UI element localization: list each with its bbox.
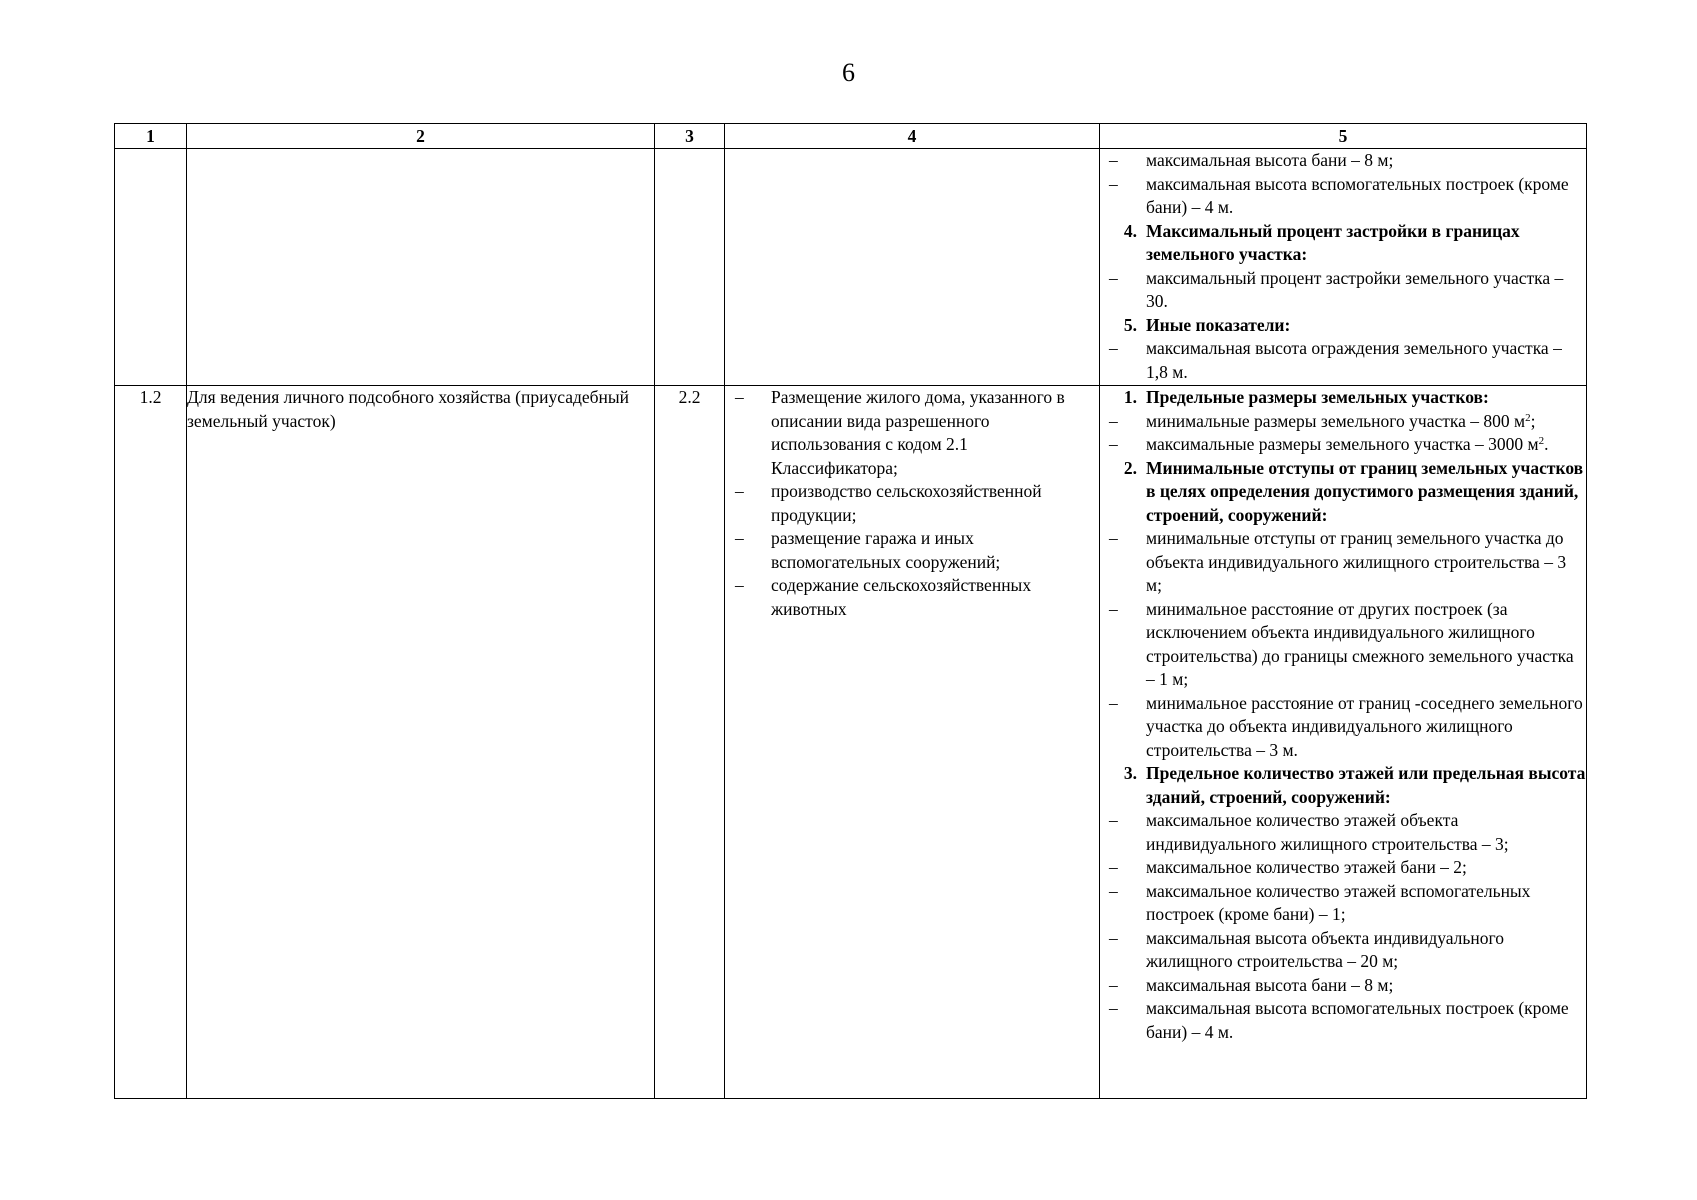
row2-code: 2.2 [655,386,725,1099]
row2-description [725,386,1100,1099]
row1-col2 [187,149,655,386]
list-item [1100,410,1586,434]
regulations-table [114,123,1587,1099]
list-item [1100,149,1586,173]
list-item-text: максимальное количество этажей бани – 2; [1146,857,1467,877]
section-heading [1100,220,1586,267]
bullet-dash: – [1109,857,1118,877]
section-heading-text: Минимальные отступы от границ земельных участков в целях определения допустимого размещения зданий, строений, сооружений: [1146,457,1584,525]
section-heading-text: Предельные размеры земельных участков: [1146,387,1489,407]
list-item [1100,974,1586,998]
bullet-dash: – [1109,810,1118,830]
list-item-text: максимальная высота бани – 8 м; [1146,974,1394,995]
bullet-dash: – [1109,267,1118,288]
section-heading [1100,457,1586,528]
section-number: 2. [1123,457,1137,478]
row2-land-use-name: Для ведения личного подсобного хозяйства (приусадебный земельный участок) [187,386,655,1099]
header-col-5: 5 [1100,124,1587,149]
bullet-dash: – [735,387,744,407]
list-item [1100,267,1586,314]
list-item-text: максимальное количество этажей вспомогательных построек (кроме бани) – 1; [1146,880,1531,924]
row1-col3 [655,149,725,386]
list-item-text: максимальные размеры земельного участка – 3000 $м^2$. [1146,434,1549,454]
bullet-dash: – [1109,692,1118,713]
list-item [1100,880,1586,927]
page-number: 6 [842,58,855,87]
row1-col1 [115,149,187,386]
section-heading-text: Иные показатели: [1146,314,1291,335]
list-item-text: максимальная высота вспомогательных построек (кроме бани) – 4 м. [1146,998,1569,1042]
list-item [1100,337,1586,384]
section-number: 3. [1123,763,1137,783]
superscript: 2 [1525,411,1531,424]
list-item [1100,927,1586,974]
table-row [115,149,1587,386]
bullet-dash: – [1109,528,1118,548]
list-item-text: Размещение жилого дома, указанного в описании вида разрешенного использования с кодом 2.1 Классификатора; [771,387,1065,478]
list-item-text: минимальные размеры земельного участка – 800 $м^2$; [1146,410,1536,431]
list-item [725,386,1099,480]
list-item [1100,692,1586,763]
bullet-dash: – [1109,998,1118,1018]
list-item [1100,997,1586,1044]
header-row [115,124,1587,149]
header-col-1: 1 [115,124,187,149]
header-col-4: 4 [725,124,1100,149]
list-item [1100,527,1586,598]
list-item [725,574,1099,621]
bullet-dash: – [1109,434,1118,454]
bullet-dash: – [1109,974,1118,995]
list-item [1100,809,1586,856]
bullet-dash: – [1109,927,1118,948]
list-item-text: производство сельскохозяйственной продукции; [771,481,1042,525]
list-item-text: максимальная высота бани – 8 м; [1146,150,1394,170]
header-col-3: 3 [655,124,725,149]
bullet-dash: – [1109,410,1118,431]
list-item [725,527,1099,574]
bullet-dash: – [1109,338,1118,358]
header-col-2: 2 [187,124,655,149]
list-item-text: максимальная высота вспомогательных построек (кроме бани) – 4 м. [1146,173,1569,217]
list-item-text: максимальная высота ограждения земельного участка – 1,8 м. [1146,338,1562,382]
list-item-text: минимальное расстояние от других построек (за исключением объекта индивидуального жилищного строительства) до границы смежного земельного участка – 1 м; [1146,598,1574,689]
row2-parameters [1100,386,1587,1099]
list-item-text: минимальные отступы от границ земельного участка до объекта индивидуального жилищного строительства – 3 м; [1146,528,1567,595]
bullet-dash: – [1109,880,1118,901]
bullet-dash: – [735,575,744,595]
list-item [1100,598,1586,692]
table-row [115,386,1587,1099]
section-number: 1. [1123,387,1137,407]
list-item-text: минимальное расстояние от границ -соседнего земельного участка до объекта индивидуального жилищного строительства – 3 м. [1146,692,1583,760]
list-item [1100,856,1586,880]
section-heading-text: Предельное количество этажей или предельная высота зданий, строений, сооружений: [1146,763,1586,807]
row1-col5 [1100,149,1587,386]
bullet-dash: – [1109,150,1118,170]
section-heading-text: Максимальный процент застройки в границах земельного участка: [1146,220,1520,264]
list-item [1100,173,1586,220]
row2-number: 1.2 [115,386,187,1099]
list-item-text: максимальная высота объекта индивидуального жилищного строительства – 20 м; [1146,927,1504,971]
section-number: 4. [1123,220,1137,241]
list-item-text: содержание сельскохозяйственных животных [771,575,1032,619]
bullet-dash: – [1109,173,1118,194]
section-heading [1100,762,1586,809]
list-item-text: максимальный процент застройки земельного участка – 30. [1146,267,1564,311]
list-item-text: максимальное количество этажей объекта индивидуального жилищного строительства – 3; [1146,810,1509,854]
superscript: 2 [1538,435,1545,447]
bullet-dash: – [1109,598,1118,619]
bullet-dash: – [735,528,744,548]
section-heading [1100,314,1586,338]
row1-col4 [725,149,1100,386]
bullet-dash: – [735,481,744,501]
list-item [725,480,1099,527]
section-heading [1100,386,1586,410]
section-number: 5. [1123,314,1137,335]
list-item [1100,433,1586,457]
list-item-text: размещение гаража и иных вспомогательных сооружений; [771,528,1001,572]
